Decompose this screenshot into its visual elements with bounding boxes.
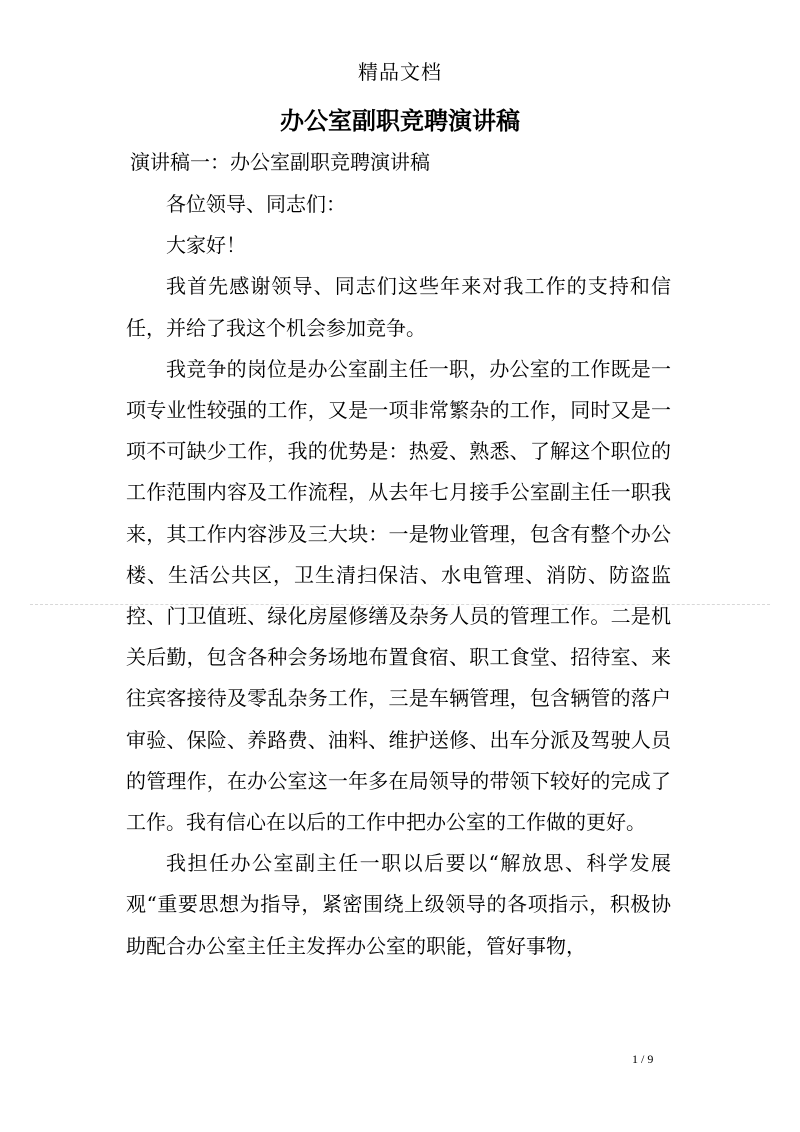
document-subtitle: 演讲稿一：办公室副职竞聘演讲稿 <box>130 150 430 174</box>
paragraph-greeting: 大家好！ <box>166 233 246 258</box>
paragraph-thanks: 我首先感谢领导、同志们这些年来对我工作的支持和信任，并给了我这个机会参加竞争。 <box>126 274 671 340</box>
paragraph-plan: 我担任办公室副主任一职以后要以“解放思、科学发展观“重要思想为指导，紧密围绕上级领导的各项指示，积极协助配合办公室主任主发挥办公室的职能，管好事物， <box>126 851 671 958</box>
document-body <box>126 184 671 967</box>
paragraph-position: 我竞争的岗位是办公室副主任一职，办公室的工作既是一项专业性较强的工作，又是一项非常繁杂的工作，同时又是一项不可缺少工作，我的优势是：热爱、熟悉、了解这个职位的工作范围内容及工作流程，从去年七月接手公室副主任一职我来，其工作内容涉及三大块：一是物业管理，包含有整个办公楼、生活公共区，卫生清扫保洁、水电管理、消防、防盗监控、门卫值班、绿化房屋修缮及杂务人员的管理工作。二是机关后勤，包含各种会务场地布置食宿、职工食堂、招待室、来往宾客接待及零乱杂务工作，三是车辆管理，包含辆管的落户审验、保险、养路费、油料、维护送修、出车分派及驾驶人员的管理作，在办公室这一年多在局领导的带领下较好的完成了工作。我有信心在以后的工作中把办公室的工作做的更好。 <box>126 356 671 835</box>
paragraph-salutation: 各位领导、同志们： <box>166 192 346 216</box>
page-divider <box>30 604 770 605</box>
page-number: 1 / 9 <box>632 1052 654 1066</box>
document-header: 精品文档 <box>358 60 442 84</box>
document-title: 办公室副职竞聘演讲稿 <box>280 106 520 135</box>
